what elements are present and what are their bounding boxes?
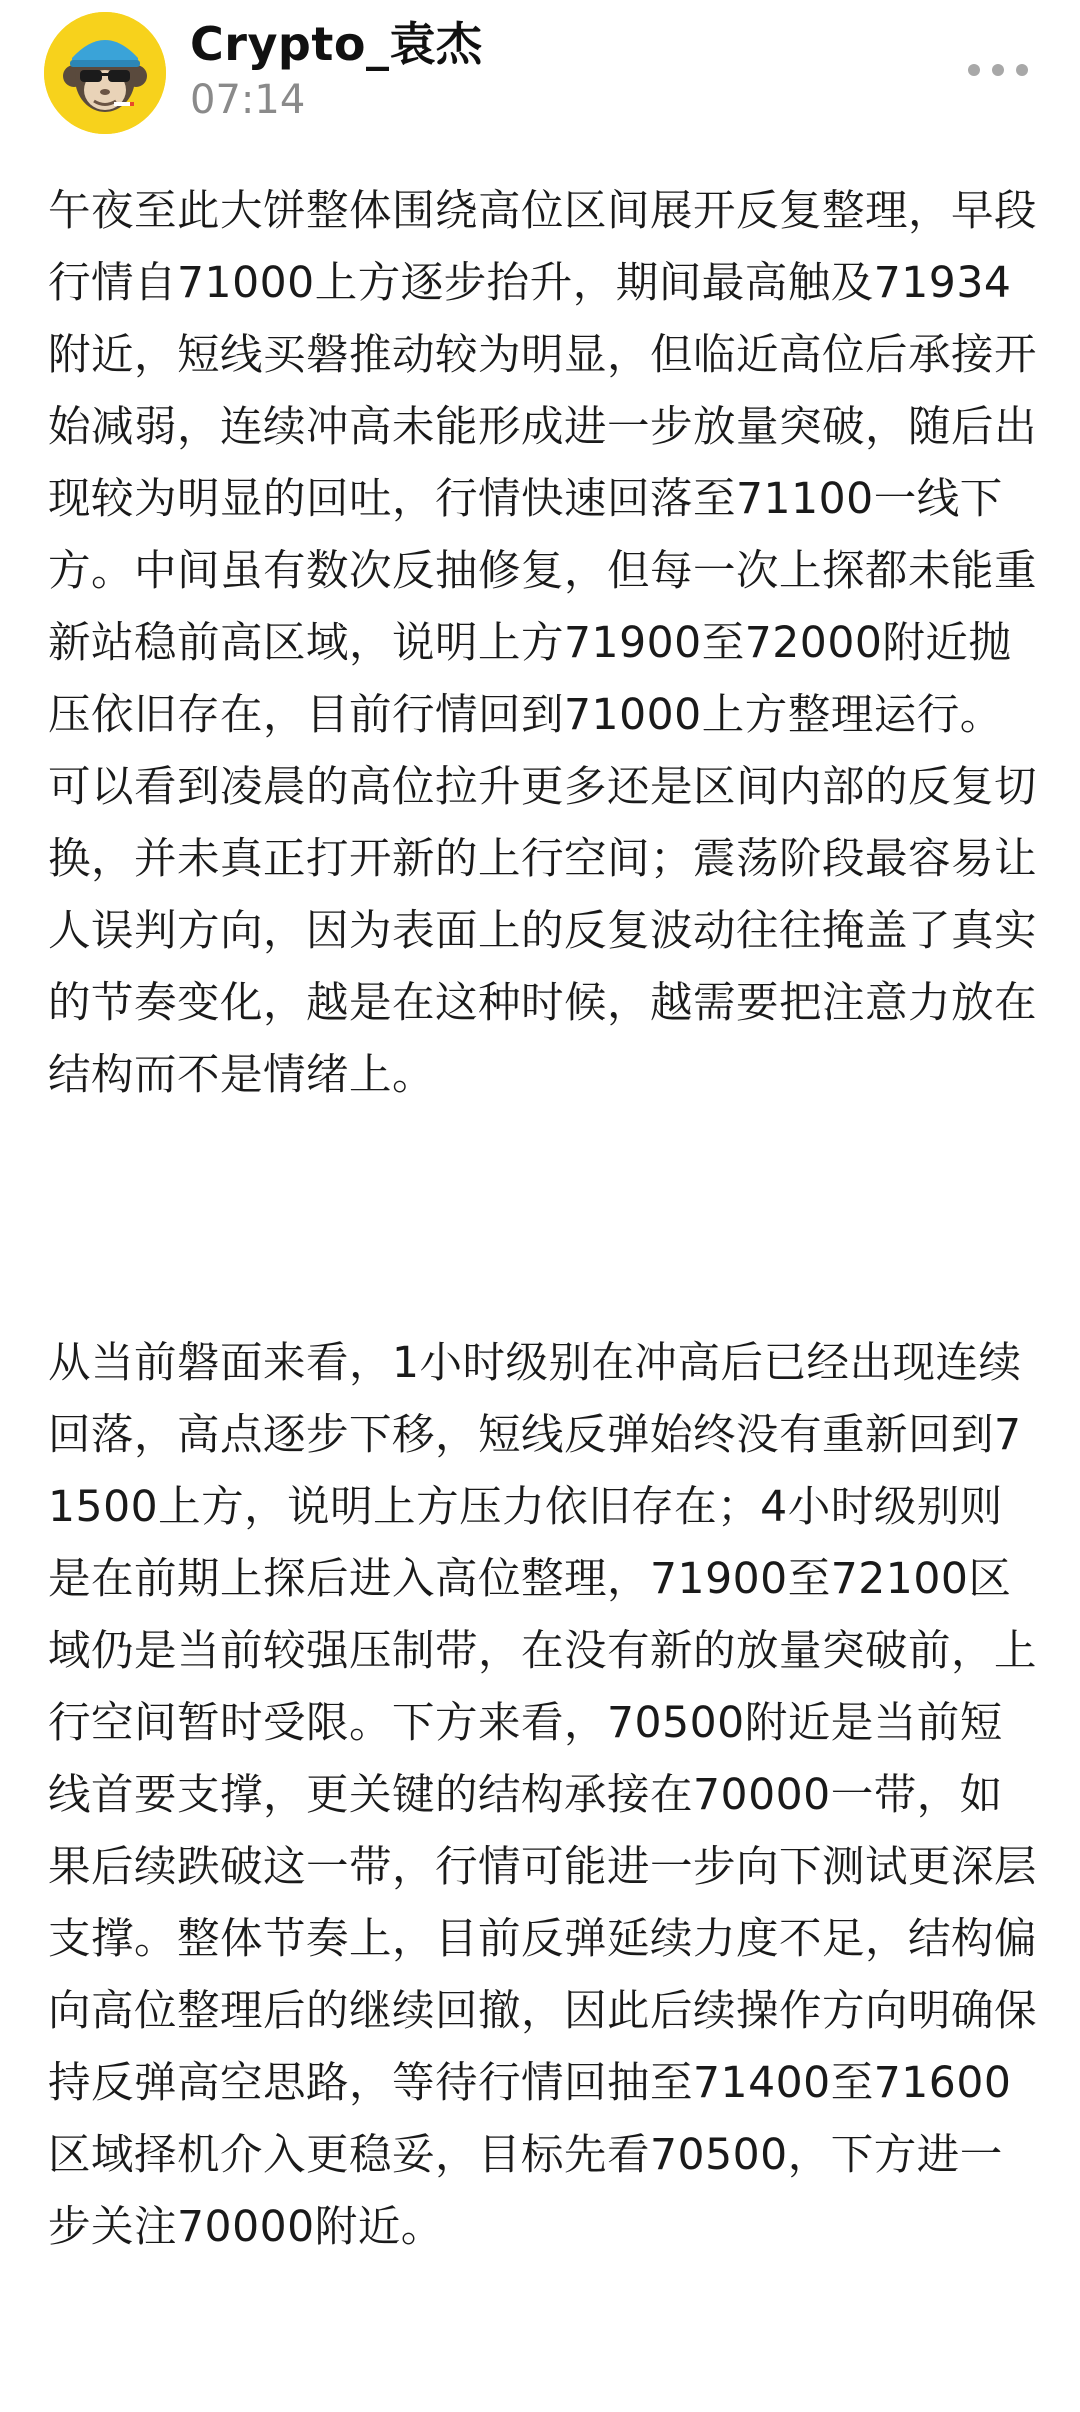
author-name[interactable]: Crypto_袁杰 xyxy=(190,17,483,71)
post-paragraph: 从当前磐面来看，1小时级别在冲高后已经出现连续回落，高点逐步下移，短线反弹始终没有重新回到71500上方，说明上方压力依旧存在；4小时级别则是在前期上探后进入高位整理，71900至72100区域仍是当前较强压制带，在没有新的放量突破前，上行空间暂时受限。下方来看，70500附近是当前短线首要支撑，更关键的结构承接在70000一带，如果后续跌破这一带，行情可能进一步向下测试更深层支撑。整体节奏上，目前反弹延续力度不足，结构偏向高位整理后的继续回撤，因此后续操作方向明确保持反弹高空思路，等待行情回抽至71400至71600区域择机介入更稳妥，目标先看70500，下方进一步关注70000附近。 xyxy=(48,1339,1038,2252)
post-body xyxy=(48,176,1038,2264)
post-timestamp: 07:14 xyxy=(190,77,306,123)
more-options-button[interactable] xyxy=(960,50,1036,90)
post-paragraph: 午夜至此大饼整体围绕高位区间展开反复整理，早段行情自71000上方逐步抬升，期间最高触及71934附近，短线买磐推动较为明显，但临近高位后承接开始减弱，连续冲高未能形成进一步放量突破，随后出现较为明显的回吐，行情快速回落至71100一线下方。中间虽有数次反抽修复，但每一次上探都未能重新站稳前高区域，说明上方71900至72000附近抛压依旧存在，目前行情回到71000上方整理运行。可以看到凌晨的高位拉升更多还是区间内部的反复切换，并未真正打开新的上行空间；震荡阶段最容易让人误判方向，因为表面上的反复波动往往掩盖了真实的节奏变化，越是在这种时候，越需要把注意力放在结构而不是情绪上。 xyxy=(48,187,1038,1100)
author-avatar[interactable] xyxy=(44,12,166,134)
monkey-avatar-icon xyxy=(44,12,166,134)
more-horizontal-icon xyxy=(960,50,1036,90)
post-header xyxy=(0,0,1080,140)
